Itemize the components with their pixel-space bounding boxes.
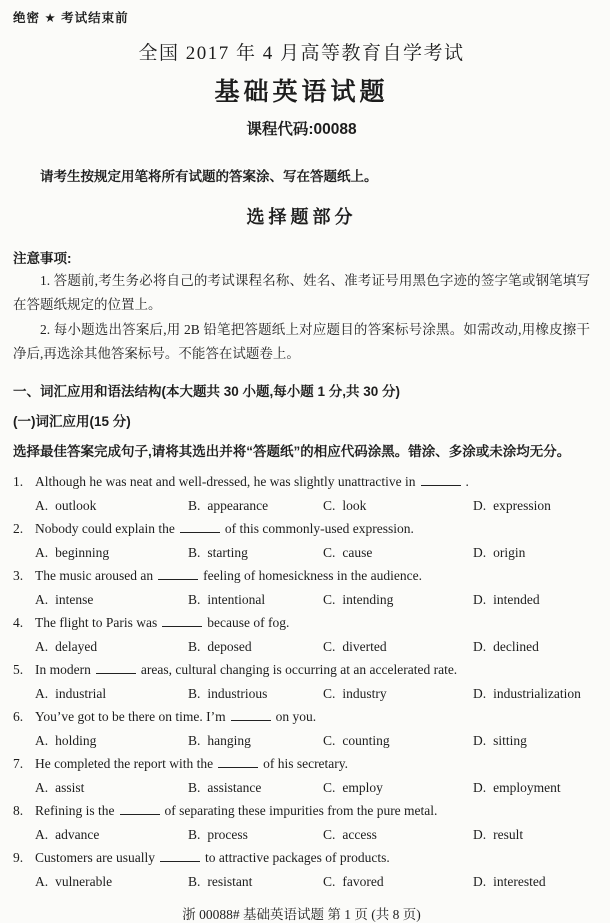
option-d-label: D. [473, 732, 487, 748]
option-b [188, 729, 323, 753]
stem-pre: Although he was neat and well-dressed, he was slightly unattractive in [35, 474, 416, 489]
answer-blank [421, 472, 461, 486]
option-b [188, 494, 323, 518]
option-c-text: cause [342, 544, 373, 560]
option-d [473, 588, 590, 612]
option-a-label: A. [35, 591, 49, 607]
option-c [323, 870, 473, 894]
option-b [188, 541, 323, 565]
option-d-text: employment [493, 779, 561, 795]
answer-blank [158, 566, 198, 580]
option-c-text: counting [342, 732, 390, 748]
stem-post: on you. [275, 709, 317, 724]
stem-pre: In modern [35, 662, 91, 677]
question-number: 3. [13, 568, 24, 583]
option-a-label: A. [35, 732, 49, 748]
question-text [35, 752, 590, 776]
option-c-label: C. [323, 497, 336, 513]
question-text [35, 705, 590, 729]
question-number: 1. [13, 474, 24, 489]
option-c [323, 776, 473, 800]
option-c-text: access [342, 826, 377, 842]
option-c-label: C. [323, 591, 336, 607]
option-d [473, 635, 590, 659]
option-b-label: B. [188, 544, 201, 560]
option-c-text: industry [342, 685, 387, 701]
option-b-text: intentional [207, 591, 266, 607]
question-list [13, 470, 590, 893]
option-a [35, 635, 188, 659]
option-b-text: assistance [207, 779, 262, 795]
option-c-label: C. [323, 685, 336, 701]
option-b-text: hanging [207, 732, 251, 748]
question-number: 4. [13, 615, 24, 630]
question-stem [13, 658, 590, 682]
option-c [323, 682, 473, 706]
option-d [473, 870, 590, 894]
option-c [323, 588, 473, 612]
option-a [35, 823, 188, 847]
option-c [323, 541, 473, 565]
option-b-label: B. [188, 591, 201, 607]
question-options [13, 682, 590, 706]
question-stem [13, 752, 590, 776]
option-a-text: holding [55, 732, 97, 748]
option-c-text: diverted [342, 638, 387, 654]
option-b-text: starting [207, 544, 248, 560]
pen-instruction: 请考生按规定用笔将所有试题的答案涂、写在答题纸上。 [40, 169, 378, 184]
option-a-text: assist [55, 779, 85, 795]
question-text [35, 517, 590, 541]
question-stem [13, 846, 590, 870]
option-c [323, 823, 473, 847]
question-text [35, 799, 590, 823]
option-a-label: A. [35, 544, 49, 560]
stem-post: because of fog. [207, 615, 290, 630]
question-item [13, 611, 590, 658]
stem-pre: Nobody could explain the [35, 521, 175, 536]
question-item [13, 846, 590, 893]
option-a [35, 588, 188, 612]
stem-pre: The music aroused an [35, 568, 154, 583]
question-options [13, 494, 590, 518]
option-d-text: sitting [493, 732, 527, 748]
stem-pre: Refining is the [35, 803, 115, 818]
option-d [473, 729, 590, 753]
note-item-2: 2. 每小题选出答案后,用 2B 铅笔把答题纸上对应题目的答案标号涂黑。如需改动,用橡皮擦干净后,再选涂其他答案标号。不能答在试题卷上。 [13, 322, 590, 361]
option-c-label: C. [323, 544, 336, 560]
question-text [35, 658, 590, 682]
option-b [188, 823, 323, 847]
question-item [13, 658, 590, 705]
question-number: 2. [13, 521, 24, 536]
question-item [13, 752, 590, 799]
option-d-label: D. [473, 826, 487, 842]
option-d [473, 776, 590, 800]
option-a [35, 729, 188, 753]
stem-post: of separating these impurities from the pure metal. [164, 803, 438, 818]
option-c [323, 635, 473, 659]
option-b [188, 682, 323, 706]
part-one-heading: 一、词汇应用和语法结构(本大题共 30 小题,每小题 1 分,共 30 分) [13, 384, 401, 399]
question-options [13, 588, 590, 612]
paper-title: 基础英语试题 [214, 78, 389, 106]
question-item [13, 799, 590, 846]
option-d-text: interested [493, 873, 546, 889]
option-c-text: intending [342, 591, 394, 607]
stem-pre: Customers are usually [35, 850, 155, 865]
question-stem [13, 611, 590, 635]
question-stem [13, 470, 590, 494]
part-one-sub-heading: (一)词汇应用(15 分) [13, 414, 131, 429]
option-b-text: industrious [207, 685, 268, 701]
option-d [473, 494, 590, 518]
option-b-text: deposed [207, 638, 252, 654]
question-options [13, 823, 590, 847]
option-d [473, 823, 590, 847]
option-a-label: A. [35, 638, 49, 654]
question-options [13, 541, 590, 565]
question-number: 5. [13, 662, 24, 677]
answer-blank [162, 613, 202, 627]
question-text [35, 470, 590, 494]
option-a [35, 682, 188, 706]
question-stem [13, 799, 590, 823]
stem-post: . [465, 474, 469, 489]
option-a-label: A. [35, 826, 49, 842]
stem-post: to attractive packages of products. [204, 850, 390, 865]
option-a-text: beginning [55, 544, 110, 560]
option-a-label: A. [35, 497, 49, 513]
option-d-text: result [493, 826, 524, 842]
option-a-label: A. [35, 873, 49, 889]
option-a-text: advance [55, 826, 100, 842]
option-c-label: C. [323, 873, 336, 889]
option-b [188, 776, 323, 800]
section-title: 选择题部分 [246, 207, 357, 227]
question-options [13, 729, 590, 753]
option-c [323, 729, 473, 753]
option-c-label: C. [323, 826, 336, 842]
answer-blank [160, 848, 200, 862]
option-a [35, 870, 188, 894]
option-a-label: A. [35, 685, 49, 701]
option-d-label: D. [473, 779, 487, 795]
question-item [13, 470, 590, 517]
option-a [35, 776, 188, 800]
question-number: 9. [13, 850, 24, 865]
option-d-label: D. [473, 685, 487, 701]
stem-post: of his secretary. [263, 756, 349, 771]
question-item [13, 705, 590, 752]
question-stem [13, 705, 590, 729]
option-a-text: intense [55, 591, 94, 607]
option-b [188, 588, 323, 612]
option-d-text: declined [493, 638, 539, 654]
stem-post: feeling of homesickness in the audience. [203, 568, 423, 583]
option-b-text: process [207, 826, 248, 842]
question-text [35, 564, 590, 588]
option-d-label: D. [473, 873, 487, 889]
question-text [35, 611, 590, 635]
option-d-label: D. [473, 497, 487, 513]
option-a [35, 494, 188, 518]
option-b-label: B. [188, 497, 201, 513]
stem-post: areas, cultural changing is occurring at an accelerated rate. [140, 662, 458, 677]
option-b-text: appearance [207, 497, 269, 513]
option-c-label: C. [323, 638, 336, 654]
question-number: 8. [13, 803, 24, 818]
directions: 选择最佳答案完成句子,请将其选出并将“答题纸”的相应代码涂黑。错涂、多涂或未涂均无分。 [13, 444, 571, 459]
option-b-label: B. [188, 638, 201, 654]
option-b-label: B. [188, 826, 201, 842]
exam-title: 全国 2017 年 4 月高等教育自学考试 [138, 43, 465, 64]
option-d-label: D. [473, 638, 487, 654]
notes-title: 注意事项: [13, 251, 72, 266]
option-c-text: favored [342, 873, 384, 889]
option-c-label: C. [323, 732, 336, 748]
option-b-label: B. [188, 779, 201, 795]
option-d-text: intended [493, 591, 540, 607]
option-d [473, 682, 590, 706]
question-number: 7. [13, 756, 24, 771]
option-b [188, 870, 323, 894]
answer-blank [120, 801, 160, 815]
classification-label: 绝密 ★ 考试结束前 [13, 11, 129, 25]
answer-blank [231, 707, 271, 721]
option-a-text: outlook [55, 497, 97, 513]
option-d-label: D. [473, 591, 487, 607]
stem-post: of this commonly-used expression. [224, 521, 414, 536]
option-a-text: delayed [55, 638, 98, 654]
option-d-label: D. [473, 544, 487, 560]
answer-blank [180, 519, 220, 533]
option-b [188, 635, 323, 659]
option-b-label: B. [188, 685, 201, 701]
question-stem [13, 517, 590, 541]
note-item-1: 1. 答题前,考生务必将自己的考试课程名称、姓名、准考证号用黑色字迹的签字笔或钢笔填写在答题纸规定的位置上。 [13, 273, 590, 312]
option-b-label: B. [188, 732, 201, 748]
option-d-text: origin [493, 544, 526, 560]
course-code: 课程代码:00088 [246, 121, 357, 138]
option-a-text: industrial [55, 685, 107, 701]
stem-pre: You’ve got to be there on time. I’m [35, 709, 226, 724]
question-item [13, 517, 590, 564]
question-item [13, 564, 590, 611]
question-options [13, 776, 590, 800]
answer-blank [218, 754, 258, 768]
option-c [323, 494, 473, 518]
option-a-label: A. [35, 779, 49, 795]
page-footer: 浙 00088# 基础英语试题 第 1 页 (共 8 页) [182, 907, 421, 922]
option-d-text: expression [493, 497, 551, 513]
question-text [35, 846, 590, 870]
question-number: 6. [13, 709, 24, 724]
answer-blank [96, 660, 136, 674]
option-c-label: C. [323, 779, 336, 795]
stem-pre: He completed the report with the [35, 756, 214, 771]
option-c-text: look [342, 497, 367, 513]
option-b-label: B. [188, 873, 201, 889]
question-options [13, 870, 590, 894]
option-d-text: industrialization [493, 685, 581, 701]
option-c-text: employ [342, 779, 383, 795]
option-b-text: resistant [207, 873, 253, 889]
option-a-text: vulnerable [55, 873, 113, 889]
question-options [13, 635, 590, 659]
option-d [473, 541, 590, 565]
option-a [35, 541, 188, 565]
stem-pre: The flight to Paris was [35, 615, 158, 630]
question-stem [13, 564, 590, 588]
